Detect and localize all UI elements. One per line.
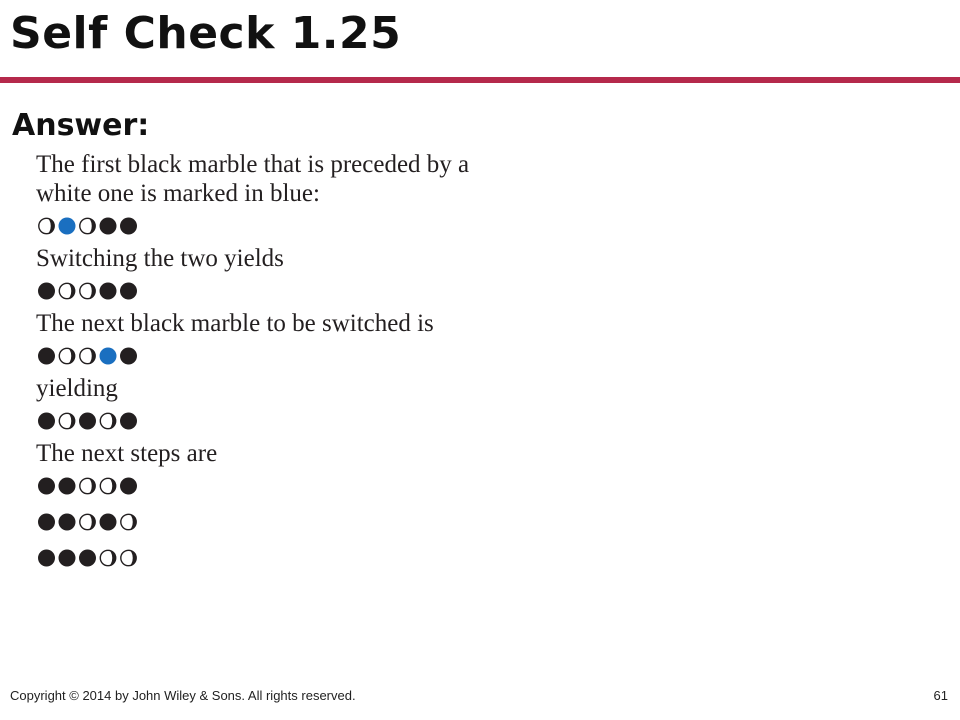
answer-heading: Answer: <box>12 108 150 143</box>
answer-text-2: white one is marked in blue: <box>36 180 320 207</box>
black-marble <box>79 413 96 430</box>
answer-body <box>36 150 556 576</box>
page-number: 61 <box>933 688 948 703</box>
marble-row <box>36 504 556 540</box>
marble-row-graphic <box>36 280 143 302</box>
title-divider <box>0 77 960 83</box>
black-marble <box>100 283 117 300</box>
black-marble <box>38 514 55 531</box>
black-marble <box>120 283 137 300</box>
marble-row <box>36 403 556 439</box>
black-marble <box>120 413 137 430</box>
black-marble <box>100 218 117 235</box>
marble-row-graphic <box>36 475 143 497</box>
black-marble <box>59 550 76 567</box>
black-marble <box>120 478 137 495</box>
black-marble <box>38 550 55 567</box>
black-marble <box>38 413 55 430</box>
answer-text-5: yielding <box>36 375 118 402</box>
marble-row <box>36 208 556 244</box>
copyright-notice: Copyright © 2014 by John Wiley & Sons. All rights reserved. <box>10 688 356 703</box>
slide-title: Self Check 1.25 <box>10 8 402 59</box>
black-marble <box>38 283 55 300</box>
marble-row <box>36 273 556 309</box>
black-marble <box>38 478 55 495</box>
marble-row <box>36 540 556 576</box>
black-marble <box>59 514 76 531</box>
answer-text-4: The next black marble to be switched is <box>36 310 434 337</box>
black-marble <box>79 550 96 567</box>
black-marble <box>38 348 55 365</box>
black-marble <box>100 514 117 531</box>
marble-row-graphic <box>36 410 143 432</box>
answer-text-1: The first black marble that is preceded by a <box>36 151 470 178</box>
answer-text-6: The next steps are <box>36 440 218 467</box>
black-marble <box>120 348 137 365</box>
answer-text-3: Switching the two yields <box>36 245 284 272</box>
blue-marble <box>59 218 76 235</box>
marble-row <box>36 468 556 504</box>
black-marble <box>120 218 137 235</box>
marble-row-graphic <box>36 345 143 367</box>
marble-row-graphic <box>36 547 143 569</box>
marble-row-graphic <box>36 215 143 237</box>
marble-row-graphic <box>36 511 143 533</box>
marble-row <box>36 338 556 374</box>
black-marble <box>59 478 76 495</box>
blue-marble <box>100 348 117 365</box>
